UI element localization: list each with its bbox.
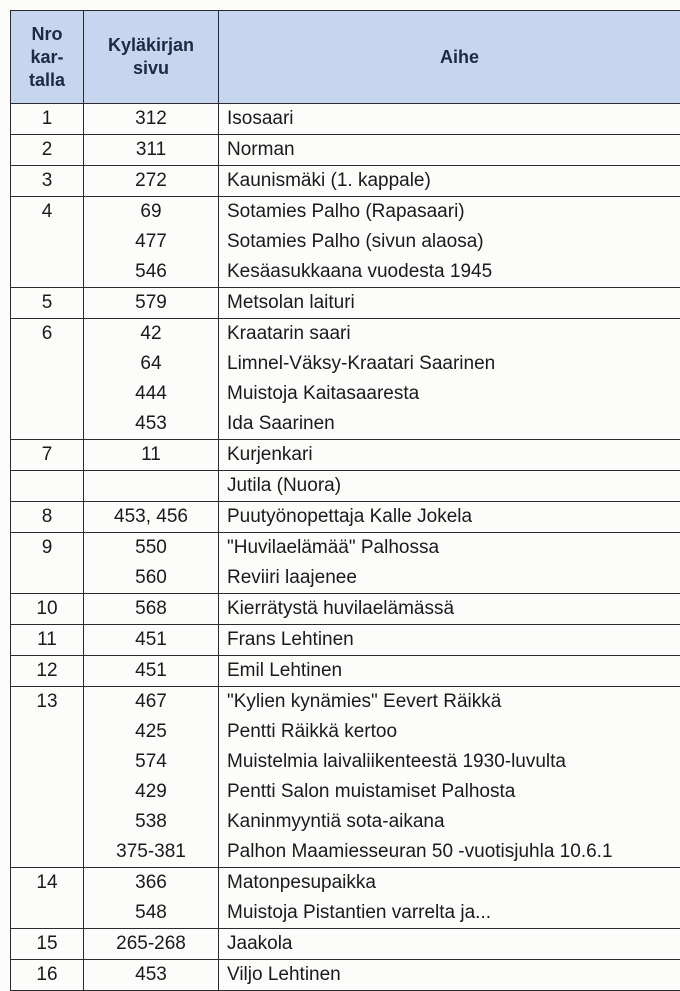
- map-number-cell: [11, 104, 84, 135]
- table-row: [11, 471, 680, 502]
- page-number-cell: [84, 471, 219, 502]
- map-number-cell: [11, 471, 84, 502]
- page-number: 546: [84, 257, 218, 287]
- page-number-cell: [84, 197, 219, 288]
- map-number-cell: [11, 533, 84, 594]
- page-number-cell: [84, 594, 219, 625]
- topic-text: Pentti Salon muistamiset Palhosta: [227, 777, 680, 807]
- page-number-cell: [84, 135, 219, 166]
- topic-text: Kaninmyyntiä sota-aikana: [227, 807, 680, 837]
- page-number-cell: [84, 687, 219, 868]
- topic-cell: [219, 868, 680, 929]
- page-number: 311: [84, 135, 218, 165]
- topic-text: Matonpesupaikka: [227, 868, 680, 898]
- page-number: 467: [84, 687, 218, 717]
- page-number: 451: [84, 625, 218, 655]
- topic-cell: [219, 197, 680, 288]
- page-number-cell: [84, 319, 219, 440]
- page-number: 548: [84, 898, 218, 928]
- map-number-cell: [11, 656, 84, 687]
- topic-cell: [219, 104, 680, 135]
- page-number-cell: [84, 166, 219, 197]
- map-number: 8: [11, 502, 83, 532]
- topic-text: Viljo Lehtinen: [227, 960, 680, 990]
- page-number: 574: [84, 747, 218, 777]
- header-sivu-line: sivu: [133, 58, 169, 78]
- page-number: 451: [84, 656, 218, 686]
- page-number: 42: [84, 319, 218, 349]
- topic-text: Sotamies Palho (Rapasaari): [227, 197, 680, 227]
- header-sivu: [84, 11, 219, 104]
- map-number: 3: [11, 166, 83, 196]
- topic-cell: [219, 625, 680, 656]
- page-number: 425: [84, 717, 218, 747]
- page-number: 429: [84, 777, 218, 807]
- table-row: [11, 288, 680, 319]
- topic-text: Metsolan laituri: [227, 288, 680, 318]
- map-number: 2: [11, 135, 83, 165]
- table-body: [11, 104, 680, 991]
- map-number-cell: [11, 135, 84, 166]
- topics-table: [10, 10, 680, 991]
- topic-text: Limnel-Väksy-Kraatari Saarinen: [227, 349, 680, 379]
- page-number: 444: [84, 379, 218, 409]
- page-number-cell: [84, 868, 219, 929]
- table-row: [11, 533, 680, 594]
- page-number: 272: [84, 166, 218, 196]
- page-number-cell: [84, 104, 219, 135]
- header-nro-line: kar-: [30, 47, 63, 67]
- topic-cell: [219, 594, 680, 625]
- map-number-cell: [11, 197, 84, 288]
- map-number: 6: [11, 319, 83, 349]
- table-row: [11, 166, 680, 197]
- topic-cell: [219, 960, 680, 991]
- map-number-cell: [11, 166, 84, 197]
- topic-text: Emil Lehtinen: [227, 656, 680, 686]
- topic-text: Kurjenkari: [227, 440, 680, 470]
- map-number: 5: [11, 288, 83, 318]
- map-number: [11, 471, 83, 501]
- map-number-cell: [11, 625, 84, 656]
- page-number: 265-268: [84, 929, 218, 959]
- topic-text: "Kylien kynämies" Eevert Räikkä: [227, 687, 680, 717]
- page-number: 453: [84, 409, 218, 439]
- topic-text: Muistoja Pistantien varrelta ja...: [227, 898, 680, 928]
- page-number-cell: [84, 960, 219, 991]
- table-row: [11, 135, 680, 166]
- topic-cell: [219, 533, 680, 594]
- topic-text: Puutyönopettaja Kalle Jokela: [227, 502, 680, 532]
- table-row: [11, 960, 680, 991]
- map-number-cell: [11, 440, 84, 471]
- page-number: 550: [84, 533, 218, 563]
- topic-text: Jaakola: [227, 929, 680, 959]
- topic-text: Kaunismäki (1. kappale): [227, 166, 680, 196]
- page-number: 579: [84, 288, 218, 318]
- page-number-cell: [84, 440, 219, 471]
- page-number-cell: [84, 625, 219, 656]
- topic-cell: [219, 319, 680, 440]
- page-number: 375-381: [84, 837, 218, 867]
- page-number: 560: [84, 563, 218, 593]
- map-number: 14: [11, 868, 83, 898]
- map-number-cell: [11, 594, 84, 625]
- topic-text: Frans Lehtinen: [227, 625, 680, 655]
- page-number-cell: [84, 288, 219, 319]
- map-number-cell: [11, 687, 84, 868]
- page-number: 64: [84, 349, 218, 379]
- page-number: 538: [84, 807, 218, 837]
- header-nro-line: Nro: [32, 24, 63, 44]
- header-aihe: Aihe: [219, 11, 680, 104]
- page-number-cell: [84, 502, 219, 533]
- page-number: [84, 471, 218, 501]
- map-number-cell: [11, 868, 84, 929]
- topic-text: Ida Saarinen: [227, 409, 680, 439]
- table-row: [11, 929, 680, 960]
- page-number-cell: [84, 656, 219, 687]
- topic-text: Norman: [227, 135, 680, 165]
- topic-cell: [219, 502, 680, 533]
- page-number: 312: [84, 104, 218, 134]
- topic-text: Muistoja Kaitasaaresta: [227, 379, 680, 409]
- topic-cell: [219, 135, 680, 166]
- topic-text: Isosaari: [227, 104, 680, 134]
- page-number: 453: [84, 960, 218, 990]
- topic-cell: [219, 929, 680, 960]
- topic-text: "Huvilaelämää" Palhossa: [227, 533, 680, 563]
- topic-text: Palhon Maamiesseuran 50 -vuotisjuhla 10.6.1: [227, 837, 680, 867]
- topic-text: Reviiri laajenee: [227, 563, 680, 593]
- topic-cell: [219, 166, 680, 197]
- page-number: 568: [84, 594, 218, 624]
- page-number: 69: [84, 197, 218, 227]
- table-row: [11, 625, 680, 656]
- topic-cell: [219, 656, 680, 687]
- topic-text: Kesäasukkaana vuodesta 1945: [227, 257, 680, 287]
- topic-text: Pentti Räikkä kertoo: [227, 717, 680, 747]
- map-number: 11: [11, 625, 83, 655]
- table-row: [11, 502, 680, 533]
- topic-text: Jutila (Nuora): [227, 471, 680, 501]
- map-number: 15: [11, 929, 83, 959]
- table-row: [11, 594, 680, 625]
- map-number: 4: [11, 197, 83, 227]
- page-number: 366: [84, 868, 218, 898]
- topic-cell: [219, 288, 680, 319]
- page-number-cell: [84, 929, 219, 960]
- topic-text: Kraatarin saari: [227, 319, 680, 349]
- table-row: [11, 319, 680, 440]
- topic-text: Sotamies Palho (sivun alaosa): [227, 227, 680, 257]
- table-row: [11, 104, 680, 135]
- map-number-cell: [11, 502, 84, 533]
- topic-text: Muistelmia laivaliikenteestä 1930-luvulta: [227, 747, 680, 777]
- map-number: 16: [11, 960, 83, 990]
- header-sivu-line: Kyläkirjan: [108, 35, 194, 55]
- map-number: 9: [11, 533, 83, 563]
- table-row: [11, 868, 680, 929]
- page-number: 453, 456: [84, 502, 218, 532]
- table-row: [11, 687, 680, 868]
- topic-cell: [219, 687, 680, 868]
- page-number-cell: [84, 533, 219, 594]
- map-number-cell: [11, 929, 84, 960]
- table-row: [11, 656, 680, 687]
- map-number: 13: [11, 687, 83, 717]
- map-number-cell: [11, 960, 84, 991]
- topic-cell: [219, 440, 680, 471]
- header-nro: [11, 11, 84, 104]
- map-number: 10: [11, 594, 83, 624]
- map-number: 12: [11, 656, 83, 686]
- map-number-cell: [11, 288, 84, 319]
- map-number-cell: [11, 319, 84, 440]
- page-number: 11: [84, 440, 218, 470]
- map-number: 7: [11, 440, 83, 470]
- header-row: [11, 11, 680, 104]
- page-number: 477: [84, 227, 218, 257]
- table-row: [11, 440, 680, 471]
- topic-cell: [219, 471, 680, 502]
- topic-text: Kierrätystä huvilaelämässä: [227, 594, 680, 624]
- map-number: 1: [11, 104, 83, 134]
- header-nro-line: talla: [29, 70, 65, 90]
- table-row: [11, 197, 680, 288]
